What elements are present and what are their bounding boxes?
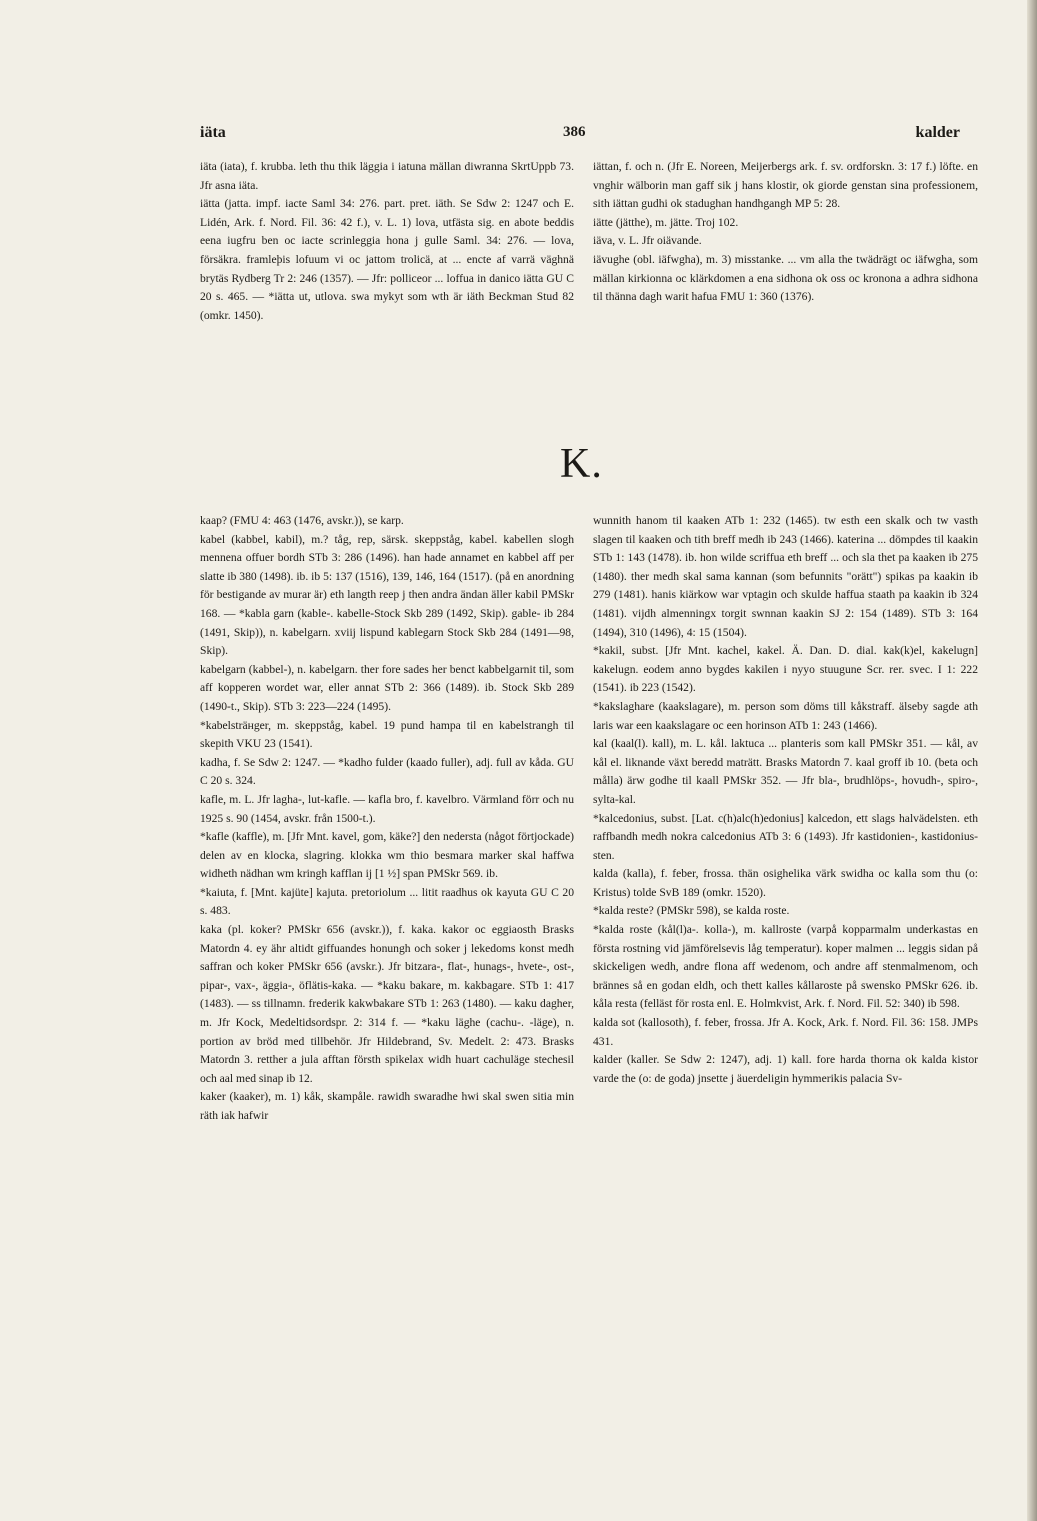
entry: kadha, f. Se Sdw 2: 1247. — *kadho fulder (kaado fuller), adj. full av kåda. GU C 20 s. 324. <box>200 755 574 788</box>
entry: kalda sot (kallosoth), f. feber, frossa. Jfr A. Kock, Ark. f. Nord. Fil. 36: 158. JMPs 431. <box>593 1016 978 1048</box>
entry: kaap? (FMU 4: 463 (1476, avskr.)), se karp. <box>200 514 404 527</box>
top-right-column <box>593 158 978 307</box>
entry: iäva, v. L. Jfr oiävande. <box>593 234 702 248</box>
entry: iätta (jatta. impf. iacte Saml 34: 276. part. pret. iäth. Se Sdw 2: 1247 och E. Lidén, Ark. f. Nord. Fil. 36: 42 f.), v. L. 1) lova, utfästa sig. en abote beddis eenа iugfru ben oc iacte scrinleggia hona j gulle Saml. 34: 276. — lova, försäkra. framleþis lofuum vi oc jattom trolicä, at ... encte af varrä väghnä brytäs Rydberg Tr 2: 246 (1357). — Jfr: polliceor ... loffua in danico iätta GU C 20 s. 465. — *iätta ut, utlova. swa mykyt som wth är iäth Beckman Stud 82 (omkr. 1450). <box>200 197 574 322</box>
entry: *kalda reste? (PMSkr 598), se kalda roste. <box>593 904 790 918</box>
entry: iäta (iata), f. krubba. leth thu thik läggia i iatuna mällan diwranna SkrtUppb 73. Jfr asna iäta. <box>200 160 574 192</box>
top-left-column <box>200 158 574 325</box>
entry: kalda (kalla), f. feber, frossa. thän osighelika värk swidha oc kalla som thu (o: Kristus) tolde SvB 189 (omkr. 1520). <box>593 867 978 899</box>
entry: *kalda roste (kål(l)a-. kolla-), m. kallroste (varpå kopparmalm underkastas en första rostning vid jämförelsevis låg temperatur). koper malmen ... leggis sidan på skickeligen wedh, andre flona aff wedenom, och andre aff stenmalmenom, och brännes så en godan eldh, och thett kalles kållaroste på swensko PMSkr 626. ib. kåla resta (felläst för rosta enl. E. Holmkvist, Ark. f. Nord. Fil. 52: 340) ib 598. <box>593 923 978 1011</box>
entry: *kakil, subst. [Jfr Mnt. kachel, kakel. Ä. Dan. D. dial. kak(k)el, kakelugn] kakelugn. eodem anno bygdes kakilen i nyyo stuugune Scr. rer. svec. I 1: 222 (1541). ib 223 (1542). <box>593 644 978 695</box>
entry: *kabelsträнger, m. skeppståg, kabel. 19 pund hampa til en kabelstrangh til skepith VKU 23 (1541). <box>200 718 574 751</box>
entry: *kakslaghare (kaakslagare), m. person som döms till kåkstraff. älseby sagde ath laris war een kaakslagare oc een horinson ATb 1: 243 (1466). <box>593 699 978 732</box>
header-right-guideword: kalder <box>915 124 960 141</box>
entry: *kaiuta, f. [Mnt. kajüte] kajuta. pretoriolum ... litit raadhus ok kayuta GU C 20 s. 483. <box>200 885 574 918</box>
entry: kal (kaal(l). kall), m. L. kål. laktuca ... planteris som kall PMSkr 351. — kål, av kål el. liknande växt beredd maträtt. Brasks Matordn 7. kaal groff ib 10. (beta och målla) ärw godhe til kaall PMSkr 352. — Jfr bla-, brudhlöps-, hovudh-, spiro-, sylta-kal. <box>593 737 978 806</box>
entry: kaka (pl. koker? PMSkr 656 (avskr.)), f. kaka. kakor oc eggiaosth Brasks Matordn 4. ey ähr altidt giffuandes honungh och soker j lekedoms konst medh saffran och koker PMSkr 656 (avskr.). Jfr bitzara-, flat-, hunags-, hvete-, ost-, pipar-, vax-, äggia-, öflätis-kaka. — *kaku bakare, m. kakbagare. STb 1: 417 (1483). — ss tillnamn. frederik kakwbakare STb 1: 263 (1480). — kaku dagher, m. Jfr Kock, Medeltidsordspr. 2: 314 f. — *kaku läghe (cachu-. -läge), n. portion av bröd med tillbehör. Jfr Hildebrand, Sv. Medelt. 2: 473. Brasks Matordn 3. retther a jula afftan försth spikelax widh huart cachuläge stechesil och aal med sinap ib 12. <box>200 923 574 1085</box>
entry: kaker (kaaker), m. 1) kåk, skampåle. rawidh swaradhe hwi skal swen sitia min räth iak hafwir <box>200 1090 574 1122</box>
entry: kabelgarn (kabbel-), n. kabelgarn. ther fore sades her benct kabbelgarnit til, som aff kopperen wordet war, eller annat STb 2: 366 (1489). ib. Stock Skb 289 (1490-t., Skip). STb 3: 223—224 (1495). <box>200 662 574 713</box>
right-column <box>593 512 978 1088</box>
section-letter: K. <box>560 441 603 487</box>
entry: kabel (kabbel, kabil), m.? tåg, rep, särsk. skeppståg, kabel. kabellen slogh mennena offuer bordh STb 3: 286 (1496). han hade annamet en kabbel aff per slatte ib 380 (1498). ib. ib 5: 137 (1516), 139, 146, 164 (1517). (på en anordning för bestigande av murar är) eth langth reep j then andra ändan äller kabil PMSkr 168. — *kabla garn (kable-. kabelle-Stock Skb 289 (1492, Skip). gable- ib 284 (1491, Skip)), n. kabelgarn. xviij lispund kablegarn Stock Skb 284 (1491—98, Skip). <box>200 532 574 658</box>
entry: iätte (jätthe), m. jätte. Troj 102. <box>593 215 739 229</box>
entry: wunnith hanom til kaaken ATb 1: 232 (1465). tw esth een skalk och tw vasth slagen til kaaken och tith breff medh ib 243 (1466). katerina ... dömpdes til kaakin STb 1: 143 (1478). ib. hon wilde scriffua eth breff ... och sla thet pa kaaken ib 275 (1480). ther medh skal sama kannan (som befunnits "orätt") spikas pa kaakin ib 279 (1481). hanis kiärkow war vptagin och skulde haffua staath pa kaakin ib 324 (1481). vijdh almenningx torgit swnnan kaakin SJ 2: 154 (1489). STb 3: 164 (1494), 310 (1496), 4: 15 (1504). <box>593 514 978 639</box>
entry: kafle, m. L. Jfr lagha-, lut-kafle. — kafla bro, f. kavelbro. Värmland förr och nu 1925 s. 90 (1454, avskr. från 1500-t.). <box>200 792 574 825</box>
header-left-guideword: iäta <box>200 124 226 141</box>
entry: *kalcedonius, subst. [Lat. c(h)alc(h)edonius] kalcedon, ett slags halvädelsten. eth raffbandh medh nokra calcedonius ATb 3: 6 (1493). Jfr kastidonien-, kastidonius-sten. <box>593 811 978 862</box>
entry: kalder (kaller. Se Sdw 2: 1247), adj. 1) kall. fore harda thorna ok kalda kistor varde the (o: de goda) jnsette j äuerdeligin hymmerikis palacia Sv- <box>593 1053 978 1085</box>
entry: *kafle (kaffle), m. [Jfr Mnt. kavel, gom, käke?] den nedersta (något förtjockade) delen av en klocka, slagring. klokka wm thio besmara marker skal haffwa widheth nädhan wm kringh kafflan ij [1 ½] span PMSkr 569. ib. <box>200 830 574 881</box>
page-edge <box>1027 0 1037 1521</box>
page-header <box>200 124 960 150</box>
entry: iävughe (obl. iäfwgha), m. 3) misstanke. ... vm alla the twädrägt oc iäfwgha, som mällan kirkionna oc klärkdomen a ena sidhona ok oss oc kronona a adhra sidhona til thänna dagh warit hafua FMU 1: 360 (1376). <box>593 252 978 304</box>
left-column <box>200 512 574 1126</box>
entry: iättan, f. och n. (Jfr E. Noreen, Meijerbergs ark. f. sv. ordforskn. 3: 17 f.) löfte. en vnghir wälborin man gaff sik j hans klostir, ok giorde genstan sina professionem, sith iättan gudhi ok stadughan handhgangh MP 5: 28. <box>593 160 978 211</box>
page-number: 386 <box>563 124 586 140</box>
